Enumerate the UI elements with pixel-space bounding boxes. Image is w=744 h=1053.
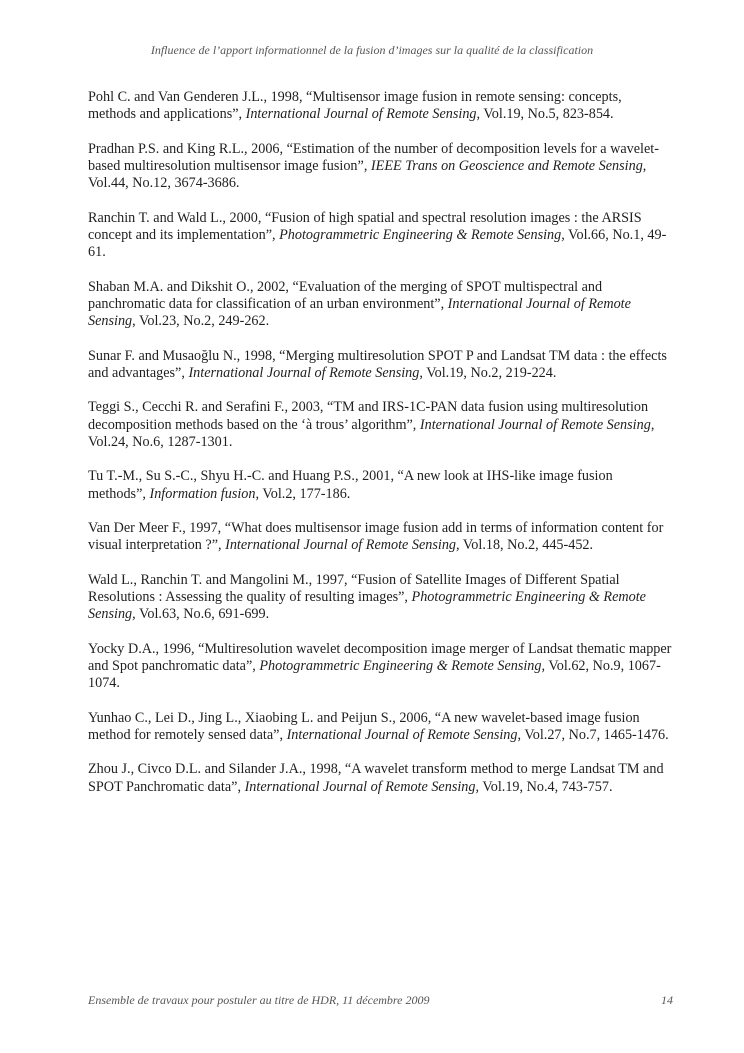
reference-item bbox=[88, 279, 673, 331]
reference-citation: Ranchin T. and Wald L., 2000, “Fusion of high spatial and spectral resolution images : the ARSIS concept and its implementation”, bbox=[88, 209, 642, 244]
reference-journal: International Journal of Remote Sensing, bbox=[244, 778, 480, 795]
reference-citation: Van Der Meer F., 1997, “What does multisensor image fusion add in terms of information content for visual interpretation ?”, bbox=[88, 519, 664, 554]
reference-item bbox=[88, 89, 673, 124]
reference-citation: Zhou J., Civco D.L. and Silander J.A., 1998, “A wavelet transform method to merge Landsat TM and SPOT Panchromatic data”, bbox=[88, 761, 664, 795]
reference-details: Vol.66, No.1, 49-61. bbox=[88, 227, 667, 261]
reference-journal: International Journal of Remote Sensing bbox=[88, 296, 631, 330]
reference-journal: International Journal of Remote Sensing bbox=[188, 365, 420, 382]
reference-citation: Wald L., Ranchin T. and Mangolini M., 1997, “Fusion of Satellite Images of Different Spatial Resolutions : Assessing the quality of resulting images”, bbox=[88, 571, 620, 605]
reference-item bbox=[88, 572, 673, 624]
reference-journal: Photogrammetric Engineering & Remote Sensing, bbox=[259, 657, 546, 674]
reference-journal: IEEE Trans on Geoscience and Remote Sensing bbox=[370, 158, 643, 175]
reference-details: , Vol.44, No.12, 3674-3686. bbox=[88, 158, 647, 192]
reference-journal: International Journal of Remote Sensing bbox=[245, 106, 477, 123]
reference-citation: Shaban M.A. and Dikshit O., 2002, “Evaluation of the merging of SPOT multispectral and panchromatic data for classification of an urban environment”, bbox=[88, 278, 603, 313]
reference-item bbox=[88, 641, 673, 693]
reference-journal: International Journal of Remote Sensing bbox=[225, 537, 457, 554]
reference-details: Vol.19, No.4, 743-757. bbox=[479, 778, 613, 795]
reference-citation: Yocky D.A., 1996, “Multiresolution wavelet decomposition image merger of Landsat thematic mapper and Spot panchromatic data”, bbox=[88, 640, 672, 674]
reference-details: , Vol.19, No.2, 219-224. bbox=[419, 365, 557, 382]
reference-citation: Pradhan P.S. and King R.L., 2006, “Estimation of the number of decomposition levels for a wavelet-based multiresolution multisensor image fusion”, bbox=[88, 140, 659, 175]
reference-citation: Yunhao C., Lei D., Jing L., Xiaobing L. and Peijun S., 2006, “A new wavelet-based image fusion method for remotely sensed data”, bbox=[88, 709, 640, 743]
reference-journal: Information fusion bbox=[149, 485, 256, 502]
reference-item bbox=[88, 468, 673, 503]
running-title: Influence de l’apport informationnel de la fusion d’images sur la qualité de la classification bbox=[150, 43, 594, 57]
reference-details: Vol.62, No.9, 1067-1074. bbox=[88, 657, 661, 692]
reference-item bbox=[88, 761, 673, 796]
reference-details: , Vol.19, No.5, 823-854. bbox=[476, 106, 614, 123]
page-number: 14 bbox=[661, 993, 673, 1007]
reference-details: , Vol.18, No.2, 445-452. bbox=[456, 537, 594, 554]
reference-item bbox=[88, 141, 673, 193]
reference-item bbox=[88, 210, 673, 262]
reference-citation: Tu T.-M., Su S.-C., Shyu H.-C. and Huang P.S., 2001, “A new look at IHS-like image fusion methods”, bbox=[88, 468, 613, 502]
reference-journal: International Journal of Remote Sensing bbox=[286, 726, 518, 743]
reference-list bbox=[88, 89, 673, 813]
reference-details: , Vol.2, 177-186. bbox=[255, 485, 351, 502]
reference-citation: Sunar F. and Musaoğlu N., 1998, “Merging multiresolution SPOT P and Landsat TM data : the effects and advantages”, bbox=[88, 347, 667, 382]
reference-citation: Pohl C. and Van Genderen J.L., 1998, “Multisensor image fusion in remote sensing: concepts, methods and applications”, bbox=[88, 89, 622, 123]
reference-details: , Vol.23, No.2, 249-262. bbox=[132, 313, 270, 330]
reference-journal: Photogrammetric Engineering & Remote Sensing, bbox=[279, 227, 565, 244]
reference-item bbox=[88, 520, 673, 555]
reference-item bbox=[88, 710, 673, 745]
reference-details: Vol.63, No.6, 691-699. bbox=[135, 606, 270, 623]
reference-journal: International Journal of Remote Sensing bbox=[419, 416, 651, 433]
page-header bbox=[0, 43, 744, 57]
reference-citation: Teggi S., Cecchi R. and Serafini F., 2003, “TM and IRS-1C-PAN data fusion using multiresolution decomposition methods based on the ‘à trous’ algorithm”, bbox=[88, 399, 649, 433]
reference-item bbox=[88, 399, 673, 451]
reference-journal: Photogrammetric Engineering & Remote Sensing, bbox=[88, 588, 646, 623]
reference-details: , Vol.27, No.7, 1465-1476. bbox=[517, 726, 669, 743]
footer-text: Ensemble de travaux pour postuler au titre de HDR, 11 décembre 2009 bbox=[88, 993, 430, 1007]
reference-details: , Vol.24, No.6, 1287-1301. bbox=[88, 416, 655, 451]
reference-item bbox=[88, 348, 673, 383]
